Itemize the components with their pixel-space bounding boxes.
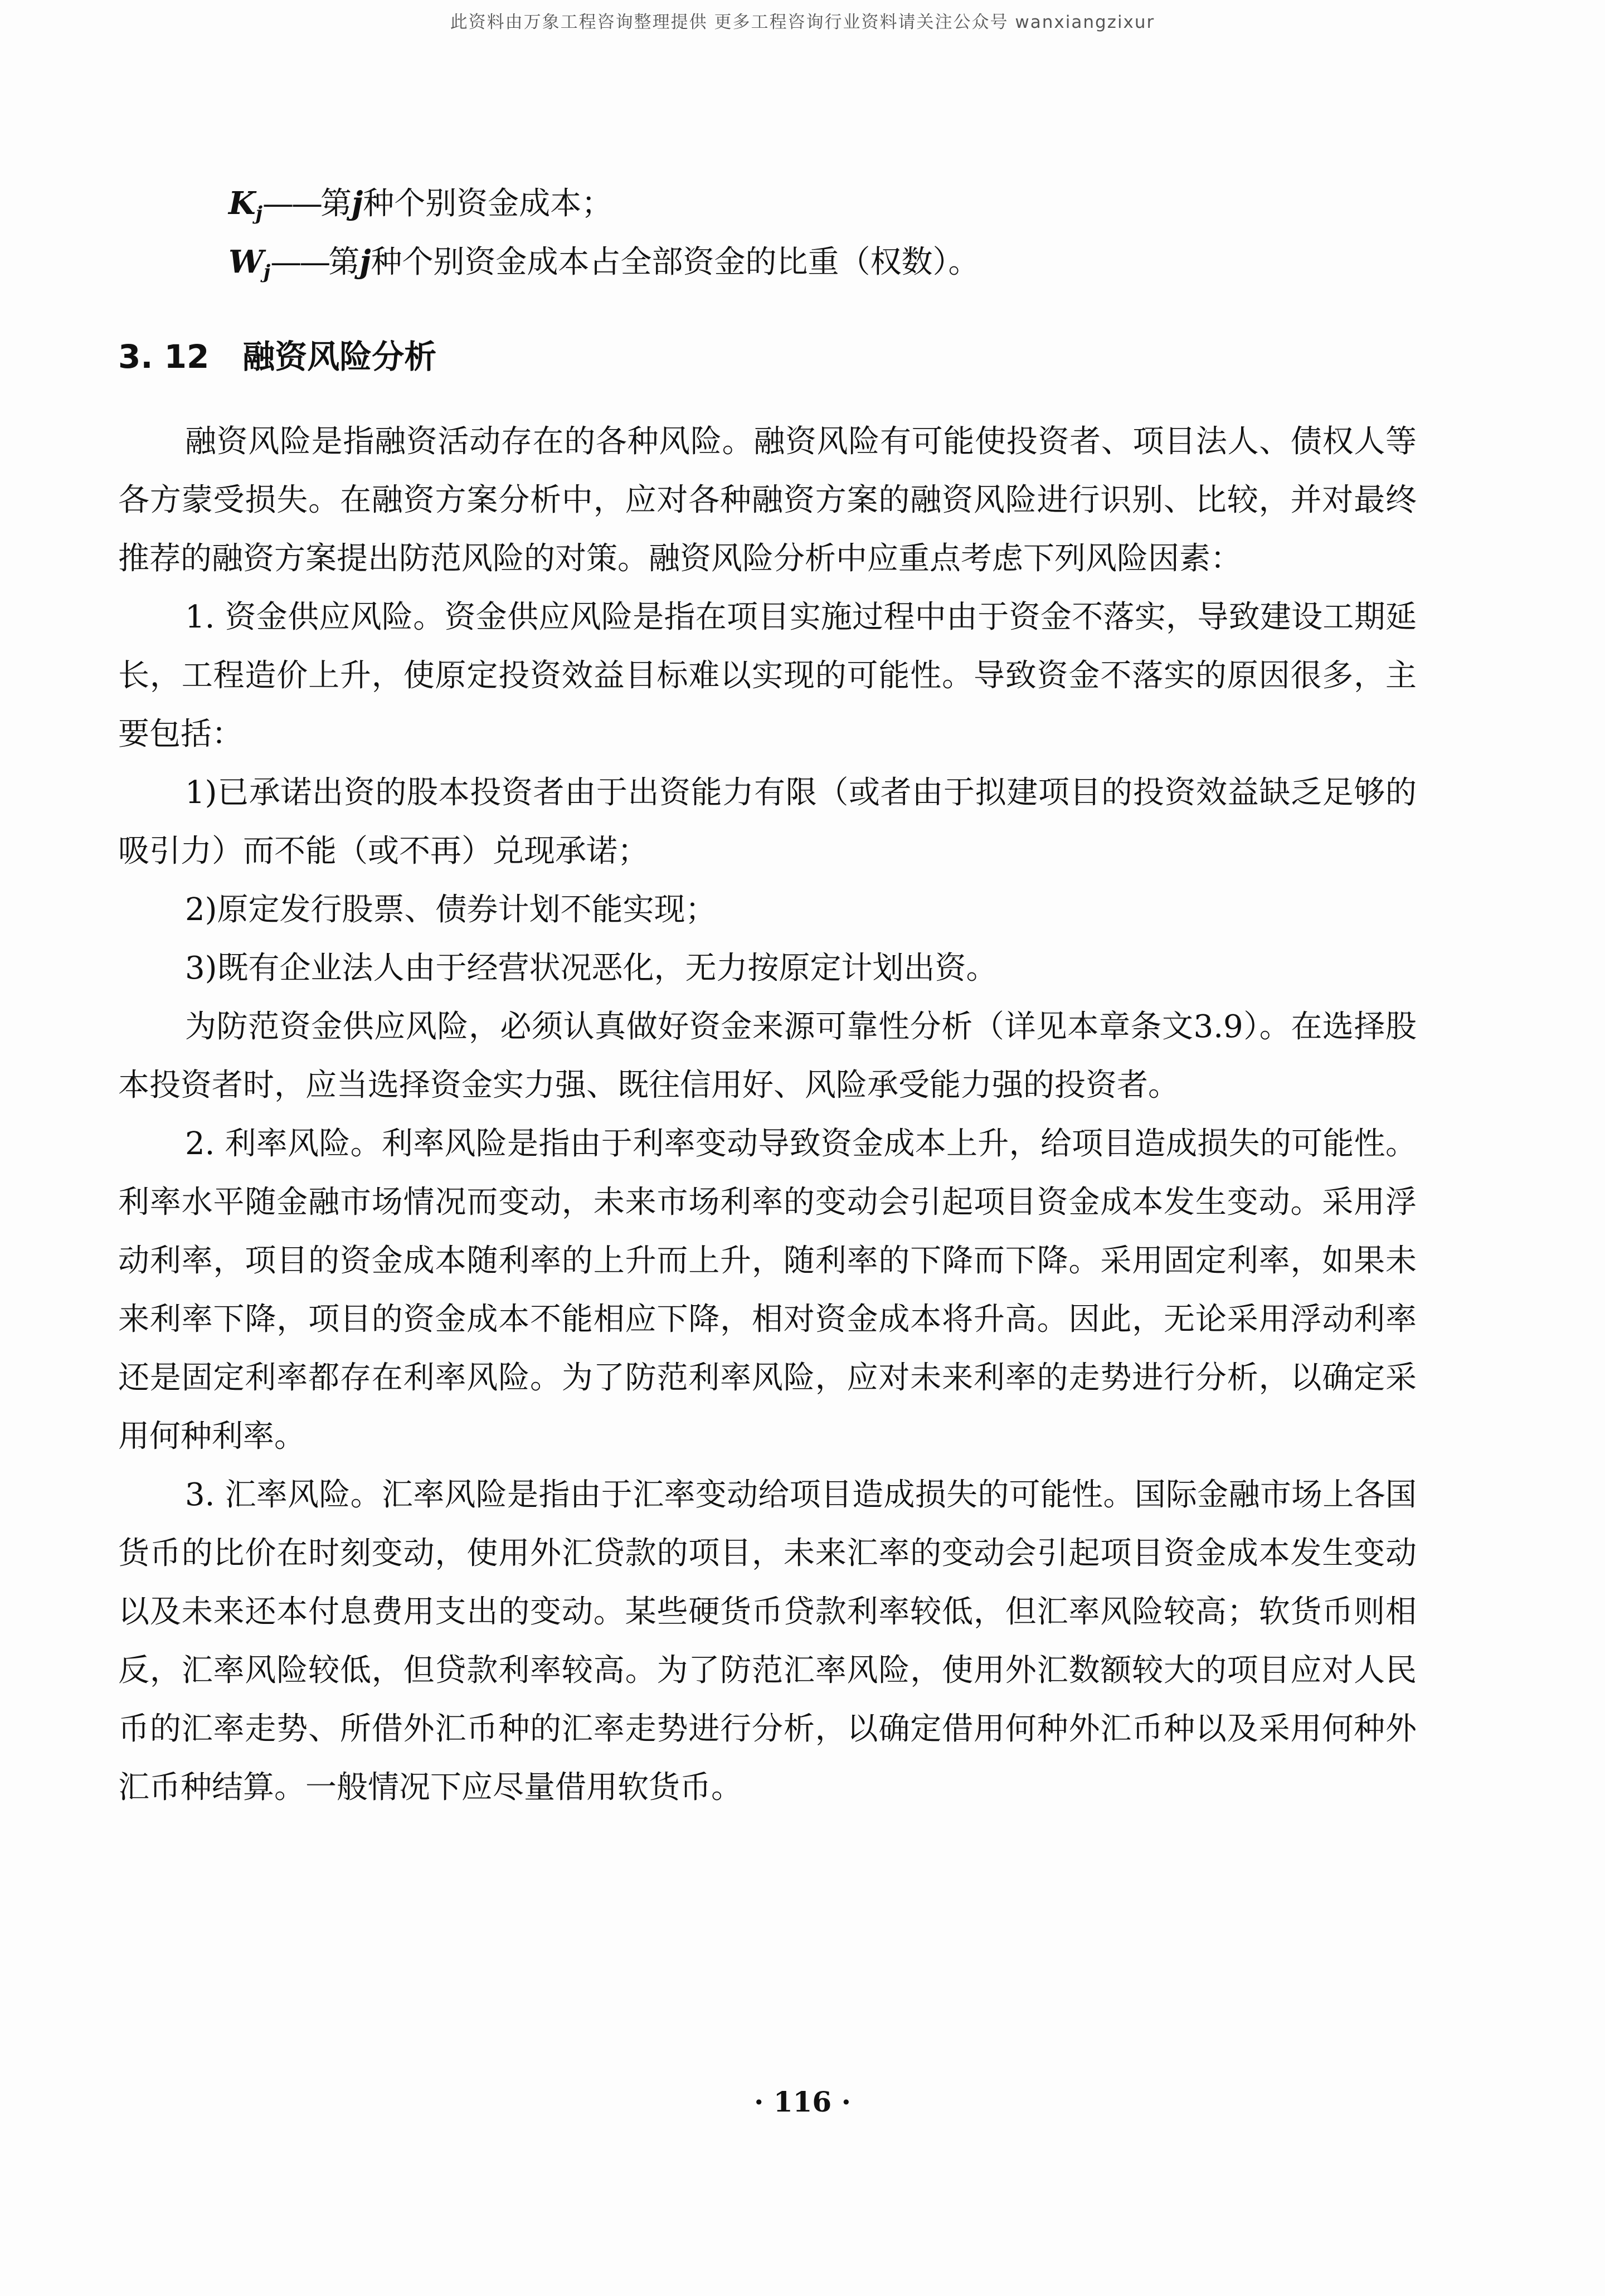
definition-k: $K_j——$第j种个别资金成本；: [228, 185, 613, 225]
paragraph: 2. 利率风险。利率风险是指由于利率变动导致资金成本上升，给项目造成损失的可能性。利率水平随金融市场情况而变动，未来市场利率的变动会引起项目资金成本发生变动。采用浮动利率，项目的资金成本随利率的上升而上升，随利率的下降而下降。采用固定利率，如果未来利率下降，项目的资金成本不能相应下降，相对资金成本将升高。因此，无论采用浮动利率还是固定利率都存在利率风险。为了防范利率风险，应对未来利率的走势进行分析，以确定采用何种利率。: [118, 1126, 1417, 1455]
paragraph: 1)已承诺出资的股本投资者由于出资能力有限（或者由于拟建项目的投资效益缺乏足够的吸引力）而不能（或不再）兑现承诺；: [118, 775, 1417, 869]
watermark-text: 此资料由万象工程咨询整理提供 更多工程咨询行业资料请关注公众号 wanxiangzixur: [450, 12, 1155, 32]
symbol-w: $W_j$: [228, 244, 271, 283]
em-dash: ——: [270, 244, 329, 280]
definition-w: $W_j——$第j种个别资金成本占全部资金的比重（权数）。: [228, 244, 980, 283]
section-title: 融资风险分析: [242, 338, 437, 376]
paragraph: 3)既有企业法人由于经营状况恶化，无力按原定计划出资。: [185, 950, 998, 986]
paragraph: 2)原定发行股票、债券计划不能实现；: [185, 892, 717, 928]
page-number: · 116 ·: [754, 2085, 851, 2118]
section-number: 3. 12: [118, 338, 210, 376]
definition-text: 种个别资金成本占全部资金的比重（权数）。: [371, 244, 980, 280]
paragraph: 1. 资金供应风险。资金供应风险是指在项目实施过程中由于资金不落实，导致建设工期延长，工程造价上升，使原定投资效益目标难以实现的可能性。导致资金不落实的原因很多，主要包括：: [118, 599, 1417, 752]
section-heading: [118, 329, 436, 385]
em-dash: ——: [262, 186, 320, 222]
symbol-k: $K_j$: [228, 185, 262, 225]
paragraph: 3. 汇率风险。汇率风险是指由于汇率变动给项目造成损失的可能性。国际金融市场上各国货币的比价在时刻变动，使用外汇贷款的项目，未来汇率的变动会引起项目资金成本发生变动以及未来还本付息费用支出的变动。某些硬货币贷款利率较低，但汇率风险较高；软货币则相反，汇率风险较低，但贷款利率较高。为了防范汇率风险，使用外汇数额较大的项目应对人民币的汇率走势、所借外汇币种的汇率走势进行分析，以确定借用何种外汇币种以及采用何种外汇币种结算。一般情况下应尽量借用软货币。: [118, 1477, 1417, 1806]
paragraph: 融资风险是指融资活动存在的各种风险。融资风险有可能使投资者、项目法人、债权人等各方蒙受损失。在融资方案分析中，应对各种融资方案的融资风险进行识别、比较，并对最终推荐的融资方案提出防范风险的对策。融资风险分析中应重点考虑下列风险因素：: [118, 424, 1417, 577]
paragraph: 为防范资金供应风险，必须认真做好资金来源可靠性分析（详见本章条文3.9）。在选择股本投资者时，应当选择资金实力强、既往信用好、风险承受能力强的投资者。: [118, 1009, 1417, 1103]
definition-text: 种个别资金成本；: [363, 186, 613, 222]
body-text: [118, 412, 1417, 1817]
